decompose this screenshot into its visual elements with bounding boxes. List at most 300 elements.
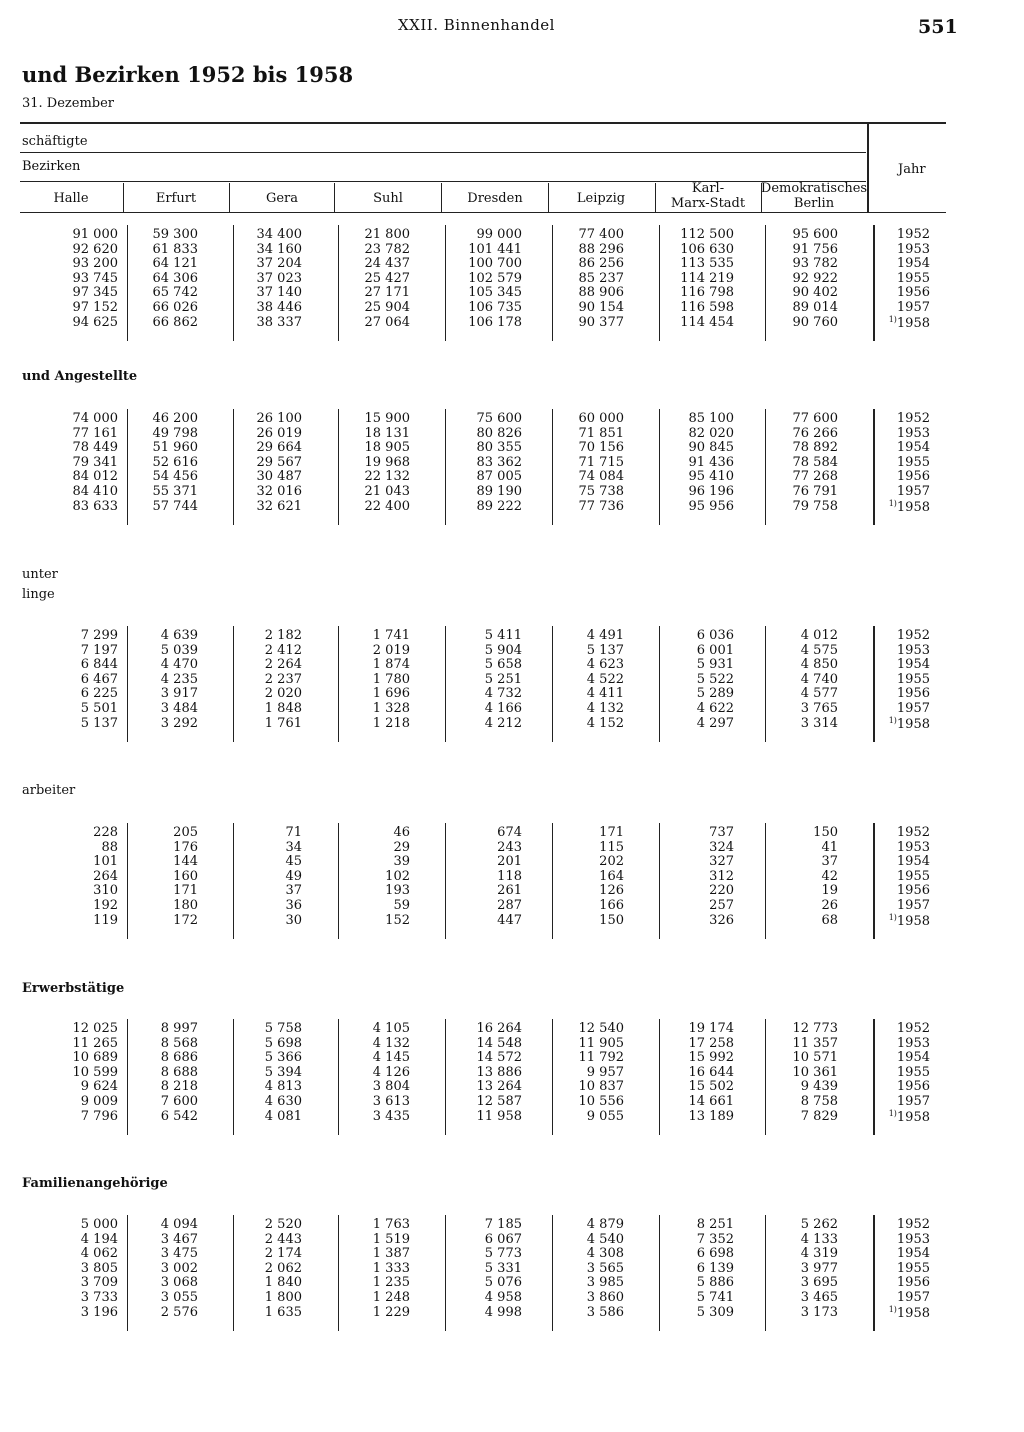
- table-cell: 5 741: [696, 1290, 734, 1305]
- header-column-divider: [229, 183, 230, 212]
- table-cell: 1 800: [264, 1290, 302, 1305]
- table-cell: 5 137: [80, 715, 118, 731]
- table-cell: 150: [813, 825, 838, 840]
- table-cell: 12 587: [476, 1094, 522, 1109]
- table-cell: 24 437: [364, 256, 410, 272]
- table-cell: 3 484: [160, 701, 198, 716]
- table-cell: 5 137: [586, 642, 624, 658]
- table-cell: 4 732: [484, 686, 522, 702]
- table-cell: 5 394: [264, 1064, 302, 1080]
- table-cell: 26 019: [256, 425, 302, 441]
- table-cell: 71: [285, 825, 302, 840]
- table-cell: 84 410: [72, 484, 118, 499]
- table-cell: 4 575: [800, 642, 838, 658]
- table-cell: 261: [497, 883, 522, 899]
- year-cell: 1957: [896, 898, 930, 913]
- column-header: Dresden: [467, 191, 523, 206]
- table-cell: 18 905: [364, 440, 410, 456]
- table-cell: 49: [285, 868, 302, 884]
- table-cell: 312: [709, 868, 734, 884]
- table-cell: 5 366: [264, 1050, 302, 1066]
- table-cell: 4 132: [372, 1035, 410, 1051]
- table-cell: 21 043: [364, 484, 410, 499]
- table-cell: 2 412: [264, 642, 302, 658]
- table-cell: 92 620: [72, 241, 118, 257]
- table-cell: 172: [173, 912, 198, 928]
- year-cell: 1955: [896, 868, 930, 884]
- table-cell: 112 500: [680, 227, 734, 242]
- table-cell: 126: [599, 883, 624, 899]
- table-cell: 3 804: [372, 1079, 410, 1095]
- year-cell: 1954: [896, 1246, 930, 1262]
- year-cell: 1956: [896, 883, 930, 899]
- table-cell: 326: [709, 912, 734, 928]
- table-cell: 89 222: [476, 498, 522, 514]
- table-cell: 4 623: [586, 657, 624, 673]
- table-cell: 3 055: [160, 1290, 198, 1305]
- table-cell: 116 598: [680, 300, 734, 315]
- table-cell: 6 542: [160, 1108, 198, 1124]
- table-cell: 1 696: [372, 686, 410, 702]
- year-cell: 1957: [896, 701, 930, 716]
- table-cell: 29 567: [256, 454, 302, 470]
- table-cell: 11 357: [792, 1035, 838, 1051]
- table-cell: 68: [821, 912, 838, 928]
- table-cell: 5 039: [160, 642, 198, 658]
- year-cell: 1956: [896, 285, 930, 301]
- table-cell: 79 758: [792, 498, 838, 514]
- table-cell: 77 600: [792, 411, 838, 426]
- table-cell: 70 156: [578, 440, 624, 456]
- table-cell: 737: [709, 825, 734, 840]
- table-cell: 1 328: [372, 701, 410, 716]
- table-cell: 4 308: [586, 1246, 624, 1262]
- year-cell: 1957: [896, 1094, 930, 1109]
- table-cell: 10 556: [578, 1094, 624, 1109]
- table-cell: 327: [709, 854, 734, 870]
- table-cell: 7 796: [80, 1108, 118, 1124]
- table-cell: 4 740: [800, 671, 838, 687]
- table-cell: 93 745: [72, 270, 118, 286]
- table-cell: 5 251: [484, 671, 522, 687]
- table-cell: 1 635: [264, 1304, 302, 1320]
- section-label: arbeiter: [22, 783, 76, 798]
- table-cell: 6 036: [696, 628, 734, 643]
- table-cell: 102: [385, 868, 410, 884]
- table-cell: 93 782: [792, 256, 838, 272]
- footnote-mark: 1): [888, 715, 897, 725]
- table-cell: 243: [497, 839, 522, 855]
- table-cell: 4 081: [264, 1108, 302, 1124]
- table-cell: 115: [599, 839, 624, 855]
- table-cell: 38 446: [256, 300, 302, 315]
- table-cell: 95 956: [688, 498, 734, 514]
- table-cell: 5 076: [484, 1275, 522, 1291]
- year-cell: 1956: [896, 469, 930, 485]
- header-top-rule: [20, 122, 946, 124]
- table-cell: 29 664: [256, 440, 302, 456]
- table-cell: 10 689: [72, 1050, 118, 1066]
- table-cell: 1 387: [372, 1246, 410, 1262]
- table-cell: 15 900: [364, 411, 410, 426]
- table-cell: 12 773: [792, 1021, 838, 1036]
- table-cell: 3 586: [586, 1304, 624, 1320]
- table-cell: 27 064: [364, 314, 410, 330]
- table-cell: 4 491: [586, 628, 624, 643]
- table-cell: 7 185: [484, 1217, 522, 1232]
- table-cell: 84 012: [72, 469, 118, 485]
- table-cell: 14 548: [476, 1035, 522, 1051]
- table-cell: 4 152: [586, 715, 624, 731]
- year-cell: 1953: [896, 642, 930, 658]
- table-cell: 8 251: [696, 1217, 734, 1232]
- table-cell: 78 892: [792, 440, 838, 456]
- table-cell: 34 160: [256, 241, 302, 257]
- table-cell: 674: [497, 825, 522, 840]
- table-title: und Bezirken 1952 bis 1958: [22, 62, 354, 87]
- table-cell: 36: [285, 898, 302, 913]
- table-cell: 88 906: [578, 285, 624, 301]
- year-cell: $^{1)}$1958: [888, 314, 930, 331]
- table-cell: 3 977: [800, 1260, 838, 1276]
- table-cell: 6 844: [80, 657, 118, 673]
- table-cell: 4 630: [264, 1094, 302, 1109]
- table-cell: 89 190: [476, 484, 522, 499]
- footnote-mark: 1): [888, 1108, 897, 1118]
- table-cell: 3 565: [586, 1260, 624, 1276]
- table-cell: 150: [599, 912, 624, 928]
- year-cell: $^{1)}$1958: [888, 715, 930, 732]
- year-cell: 1957: [896, 484, 930, 499]
- year-cell: 1956: [896, 1079, 930, 1095]
- table-cell: 3 805: [80, 1260, 118, 1276]
- table-cell: 99 000: [476, 227, 522, 242]
- header-bottom-rule: [20, 212, 946, 213]
- table-cell: 77 736: [578, 498, 624, 514]
- table-cell: 4 639: [160, 628, 198, 643]
- table-cell: 3 292: [160, 715, 198, 731]
- table-cell: 1 840: [264, 1275, 302, 1291]
- table-cell: 37: [285, 883, 302, 899]
- table-cell: 3 613: [372, 1094, 410, 1109]
- column-header: Suhl: [373, 191, 403, 206]
- table-cell: 77 400: [578, 227, 624, 242]
- section-label: Erwerbstätige: [22, 981, 125, 996]
- table-cell: 37 023: [256, 270, 302, 286]
- table-cell: 1 519: [372, 1231, 410, 1247]
- table-cell: 71 851: [578, 425, 624, 441]
- table-cell: 1 763: [372, 1217, 410, 1232]
- table-cell: 228: [93, 825, 118, 840]
- table-cell: 4 522: [586, 671, 624, 687]
- sub-label: Bezirken: [22, 159, 81, 174]
- table-cell: 26 100: [256, 411, 302, 426]
- table-cell: 74 084: [578, 469, 624, 485]
- table-cell: 14 572: [476, 1050, 522, 1066]
- table-cell: 201: [497, 854, 522, 870]
- table-cell: 118: [497, 868, 522, 884]
- table-cell: 7 600: [160, 1094, 198, 1109]
- table-cell: 93 200: [72, 256, 118, 272]
- table-cell: 75 738: [578, 484, 624, 499]
- year-header: Jahr: [898, 162, 926, 177]
- table-cell: 3 709: [80, 1275, 118, 1291]
- table-cell: 95 410: [688, 469, 734, 485]
- table-cell: 4 577: [800, 686, 838, 702]
- year-cell: 1952: [896, 628, 930, 643]
- table-cell: 2 182: [264, 628, 302, 643]
- year-cell: 1953: [896, 1035, 930, 1051]
- table-cell: 60 000: [578, 411, 624, 426]
- table-cell: 34: [285, 839, 302, 855]
- table-cell: 164: [599, 868, 624, 884]
- year-cell: $^{1)}$1958: [888, 1304, 930, 1321]
- table-cell: 86 256: [578, 256, 624, 272]
- table-cell: 5 262: [800, 1217, 838, 1232]
- table-cell: 5 698: [264, 1035, 302, 1051]
- year-cell: 1956: [896, 686, 930, 702]
- year-cell: 1957: [896, 1290, 930, 1305]
- table-cell: 12 540: [578, 1021, 624, 1036]
- table-cell: 80 826: [476, 425, 522, 441]
- table-cell: 16 644: [688, 1064, 734, 1080]
- table-cell: 264: [93, 868, 118, 884]
- header-column-divider: [548, 183, 549, 212]
- table-cell: 5 931: [696, 657, 734, 673]
- year-cell: 1955: [896, 1064, 930, 1080]
- table-cell: 10 837: [578, 1079, 624, 1095]
- table-subtitle: 31. Dezember: [22, 96, 115, 111]
- table-cell: 2 520: [264, 1217, 302, 1232]
- table-cell: 4 133: [800, 1231, 838, 1247]
- table-cell: 6 467: [80, 671, 118, 687]
- table-cell: 287: [497, 898, 522, 913]
- table-cell: 15 502: [688, 1079, 734, 1095]
- table-cell: 180: [173, 898, 198, 913]
- table-cell: 1 780: [372, 671, 410, 687]
- group-label: schäftigte: [22, 134, 88, 149]
- table-cell: 6 139: [696, 1260, 734, 1276]
- table-cell: 61 833: [152, 241, 198, 257]
- table-cell: 4 297: [696, 715, 734, 731]
- table-cell: 1 229: [372, 1304, 410, 1320]
- table-cell: 2 576: [160, 1304, 198, 1320]
- table-cell: 116 798: [680, 285, 734, 301]
- table-cell: 55 371: [152, 484, 198, 499]
- table-cell: 76 791: [792, 484, 838, 499]
- table-cell: 9 439: [800, 1079, 838, 1095]
- year-cell: 1953: [896, 241, 930, 257]
- year-cell: $^{1)}$1958: [888, 498, 930, 515]
- table-cell: 6 698: [696, 1246, 734, 1262]
- table-cell: 5 758: [264, 1021, 302, 1036]
- table-cell: 11 792: [578, 1050, 624, 1066]
- section-label: linge: [22, 587, 55, 602]
- table-cell: 4 145: [372, 1050, 410, 1066]
- table-cell: 3 068: [160, 1275, 198, 1291]
- table-cell: 2 020: [264, 686, 302, 702]
- table-cell: 101: [93, 854, 118, 870]
- table-cell: 3 173: [800, 1304, 838, 1320]
- table-cell: 32 016: [256, 484, 302, 499]
- table-cell: 94 625: [72, 314, 118, 330]
- table-cell: 23 782: [364, 241, 410, 257]
- chapter-title: XXII. Binnenhandel: [398, 16, 555, 34]
- table-cell: 27 171: [364, 285, 410, 301]
- table-cell: 16 264: [476, 1021, 522, 1036]
- table-cell: 38 337: [256, 314, 302, 330]
- table-cell: 4 094: [160, 1217, 198, 1232]
- table-cell: 91 436: [688, 454, 734, 470]
- table-cell: 3 435: [372, 1108, 410, 1124]
- table-cell: 4 813: [264, 1079, 302, 1095]
- table-cell: 37 140: [256, 285, 302, 301]
- table-cell: 11 905: [578, 1035, 624, 1051]
- table-cell: 3 314: [800, 715, 838, 731]
- table-cell: 3 733: [80, 1290, 118, 1305]
- table-cell: 176: [173, 839, 198, 855]
- table-cell: 8 568: [160, 1035, 198, 1051]
- table-cell: 89 014: [792, 300, 838, 315]
- year-cell: 1952: [896, 227, 930, 242]
- header-column-divider: [334, 183, 335, 212]
- table-cell: 90 845: [688, 440, 734, 456]
- table-cell: 2 062: [264, 1260, 302, 1276]
- table-cell: 105 345: [468, 285, 522, 301]
- section-label: Familienangehörige: [22, 1176, 168, 1191]
- table-cell: 160: [173, 868, 198, 884]
- table-cell: 2 443: [264, 1231, 302, 1247]
- table-cell: 3 465: [800, 1290, 838, 1305]
- table-cell: 95 600: [792, 227, 838, 242]
- table-cell: 2 019: [372, 642, 410, 658]
- table-cell: 11 265: [72, 1035, 118, 1051]
- table-cell: 3 917: [160, 686, 198, 702]
- table-cell: 83 362: [476, 454, 522, 470]
- year-cell: 1953: [896, 425, 930, 441]
- table-cell: 32 621: [256, 498, 302, 514]
- table-cell: 9 957: [586, 1064, 624, 1080]
- table-cell: 119: [93, 912, 118, 928]
- header-column-divider: [441, 183, 442, 212]
- year-cell: 1954: [896, 657, 930, 673]
- table-cell: 3 765: [800, 701, 838, 716]
- table-cell: 4 958: [484, 1290, 522, 1305]
- table-cell: 19 968: [364, 454, 410, 470]
- table-cell: 5 331: [484, 1260, 522, 1276]
- table-cell: 152: [385, 912, 410, 928]
- table-cell: 5 904: [484, 642, 522, 658]
- column-header: Erfurt: [155, 191, 197, 206]
- table-cell: 75 600: [476, 411, 522, 426]
- table-cell: 39: [393, 854, 410, 870]
- table-cell: 2 264: [264, 657, 302, 673]
- table-cell: 257: [709, 898, 734, 913]
- table-cell: 1 218: [372, 715, 410, 731]
- table-cell: 114 454: [680, 314, 734, 330]
- table-cell: 66 026: [152, 300, 198, 315]
- table-cell: 6 001: [696, 642, 734, 658]
- table-cell: 1 761: [264, 715, 302, 731]
- table-cell: 3 467: [160, 1231, 198, 1247]
- table-cell: 90 402: [792, 285, 838, 301]
- table-cell: 2 237: [264, 671, 302, 687]
- table-cell: 102 579: [468, 270, 522, 286]
- header-column-divider: [123, 183, 124, 212]
- table-cell: 51 960: [152, 440, 198, 456]
- table-cell: 13 886: [476, 1064, 522, 1080]
- table-cell: 3 196: [80, 1304, 118, 1320]
- table-cell: 1 235: [372, 1275, 410, 1291]
- table-cell: 13 264: [476, 1079, 522, 1095]
- table-cell: 113 535: [680, 256, 734, 272]
- header-column-divider: [761, 183, 762, 212]
- table-cell: 220: [709, 883, 734, 899]
- table-cell: 1 848: [264, 701, 302, 716]
- table-cell: 5 309: [696, 1304, 734, 1320]
- table-cell: 17 258: [688, 1035, 734, 1051]
- table-cell: 45: [285, 854, 302, 870]
- table-cell: 447: [497, 912, 522, 928]
- table-cell: 144: [173, 854, 198, 870]
- year-cell: 1953: [896, 839, 930, 855]
- table-cell: 91 756: [792, 241, 838, 257]
- table-cell: 5 773: [484, 1246, 522, 1262]
- year-cell: 1952: [896, 411, 930, 426]
- footnote-mark: 1): [888, 498, 897, 508]
- table-cell: 5 658: [484, 657, 522, 673]
- table-cell: 19: [821, 883, 838, 899]
- column-header: Halle: [53, 191, 89, 206]
- table-cell: 88: [101, 839, 118, 855]
- table-cell: 79 341: [72, 454, 118, 470]
- table-cell: 8 997: [160, 1021, 198, 1036]
- table-cell: 97 345: [72, 285, 118, 301]
- table-cell: 37 204: [256, 256, 302, 272]
- table-cell: 4 319: [800, 1246, 838, 1262]
- table-cell: 90 154: [578, 300, 624, 315]
- year-cell: 1955: [896, 1260, 930, 1276]
- table-cell: 4 194: [80, 1231, 118, 1247]
- table-cell: 80 355: [476, 440, 522, 456]
- year-cell: 1957: [896, 300, 930, 315]
- table-cell: 10 361: [792, 1064, 838, 1080]
- table-cell: 1 741: [372, 628, 410, 643]
- table-cell: 3 860: [586, 1290, 624, 1305]
- table-cell: 77 161: [72, 425, 118, 441]
- table-cell: 46: [393, 825, 410, 840]
- table-cell: 4 411: [586, 686, 624, 702]
- table-cell: 5 000: [80, 1217, 118, 1232]
- table-cell: 91 000: [72, 227, 118, 242]
- table-cell: 52 616: [152, 454, 198, 470]
- column-header: Leipzig: [576, 191, 626, 206]
- table-cell: 9 055: [586, 1108, 624, 1124]
- year-cell: 1952: [896, 1217, 930, 1232]
- table-cell: 18 131: [364, 425, 410, 441]
- footnote-mark: 1): [888, 912, 897, 922]
- table-cell: 64 121: [152, 256, 198, 272]
- table-cell: 34 400: [256, 227, 302, 242]
- footnote-mark: 1): [888, 1304, 897, 1314]
- table-cell: 59 300: [152, 227, 198, 242]
- table-cell: 71 715: [578, 454, 624, 470]
- table-cell: 4 235: [160, 671, 198, 687]
- section-label: und Angestellte: [22, 369, 138, 384]
- table-cell: 202: [599, 854, 624, 870]
- table-cell: 310: [93, 883, 118, 899]
- table-cell: 88 296: [578, 241, 624, 257]
